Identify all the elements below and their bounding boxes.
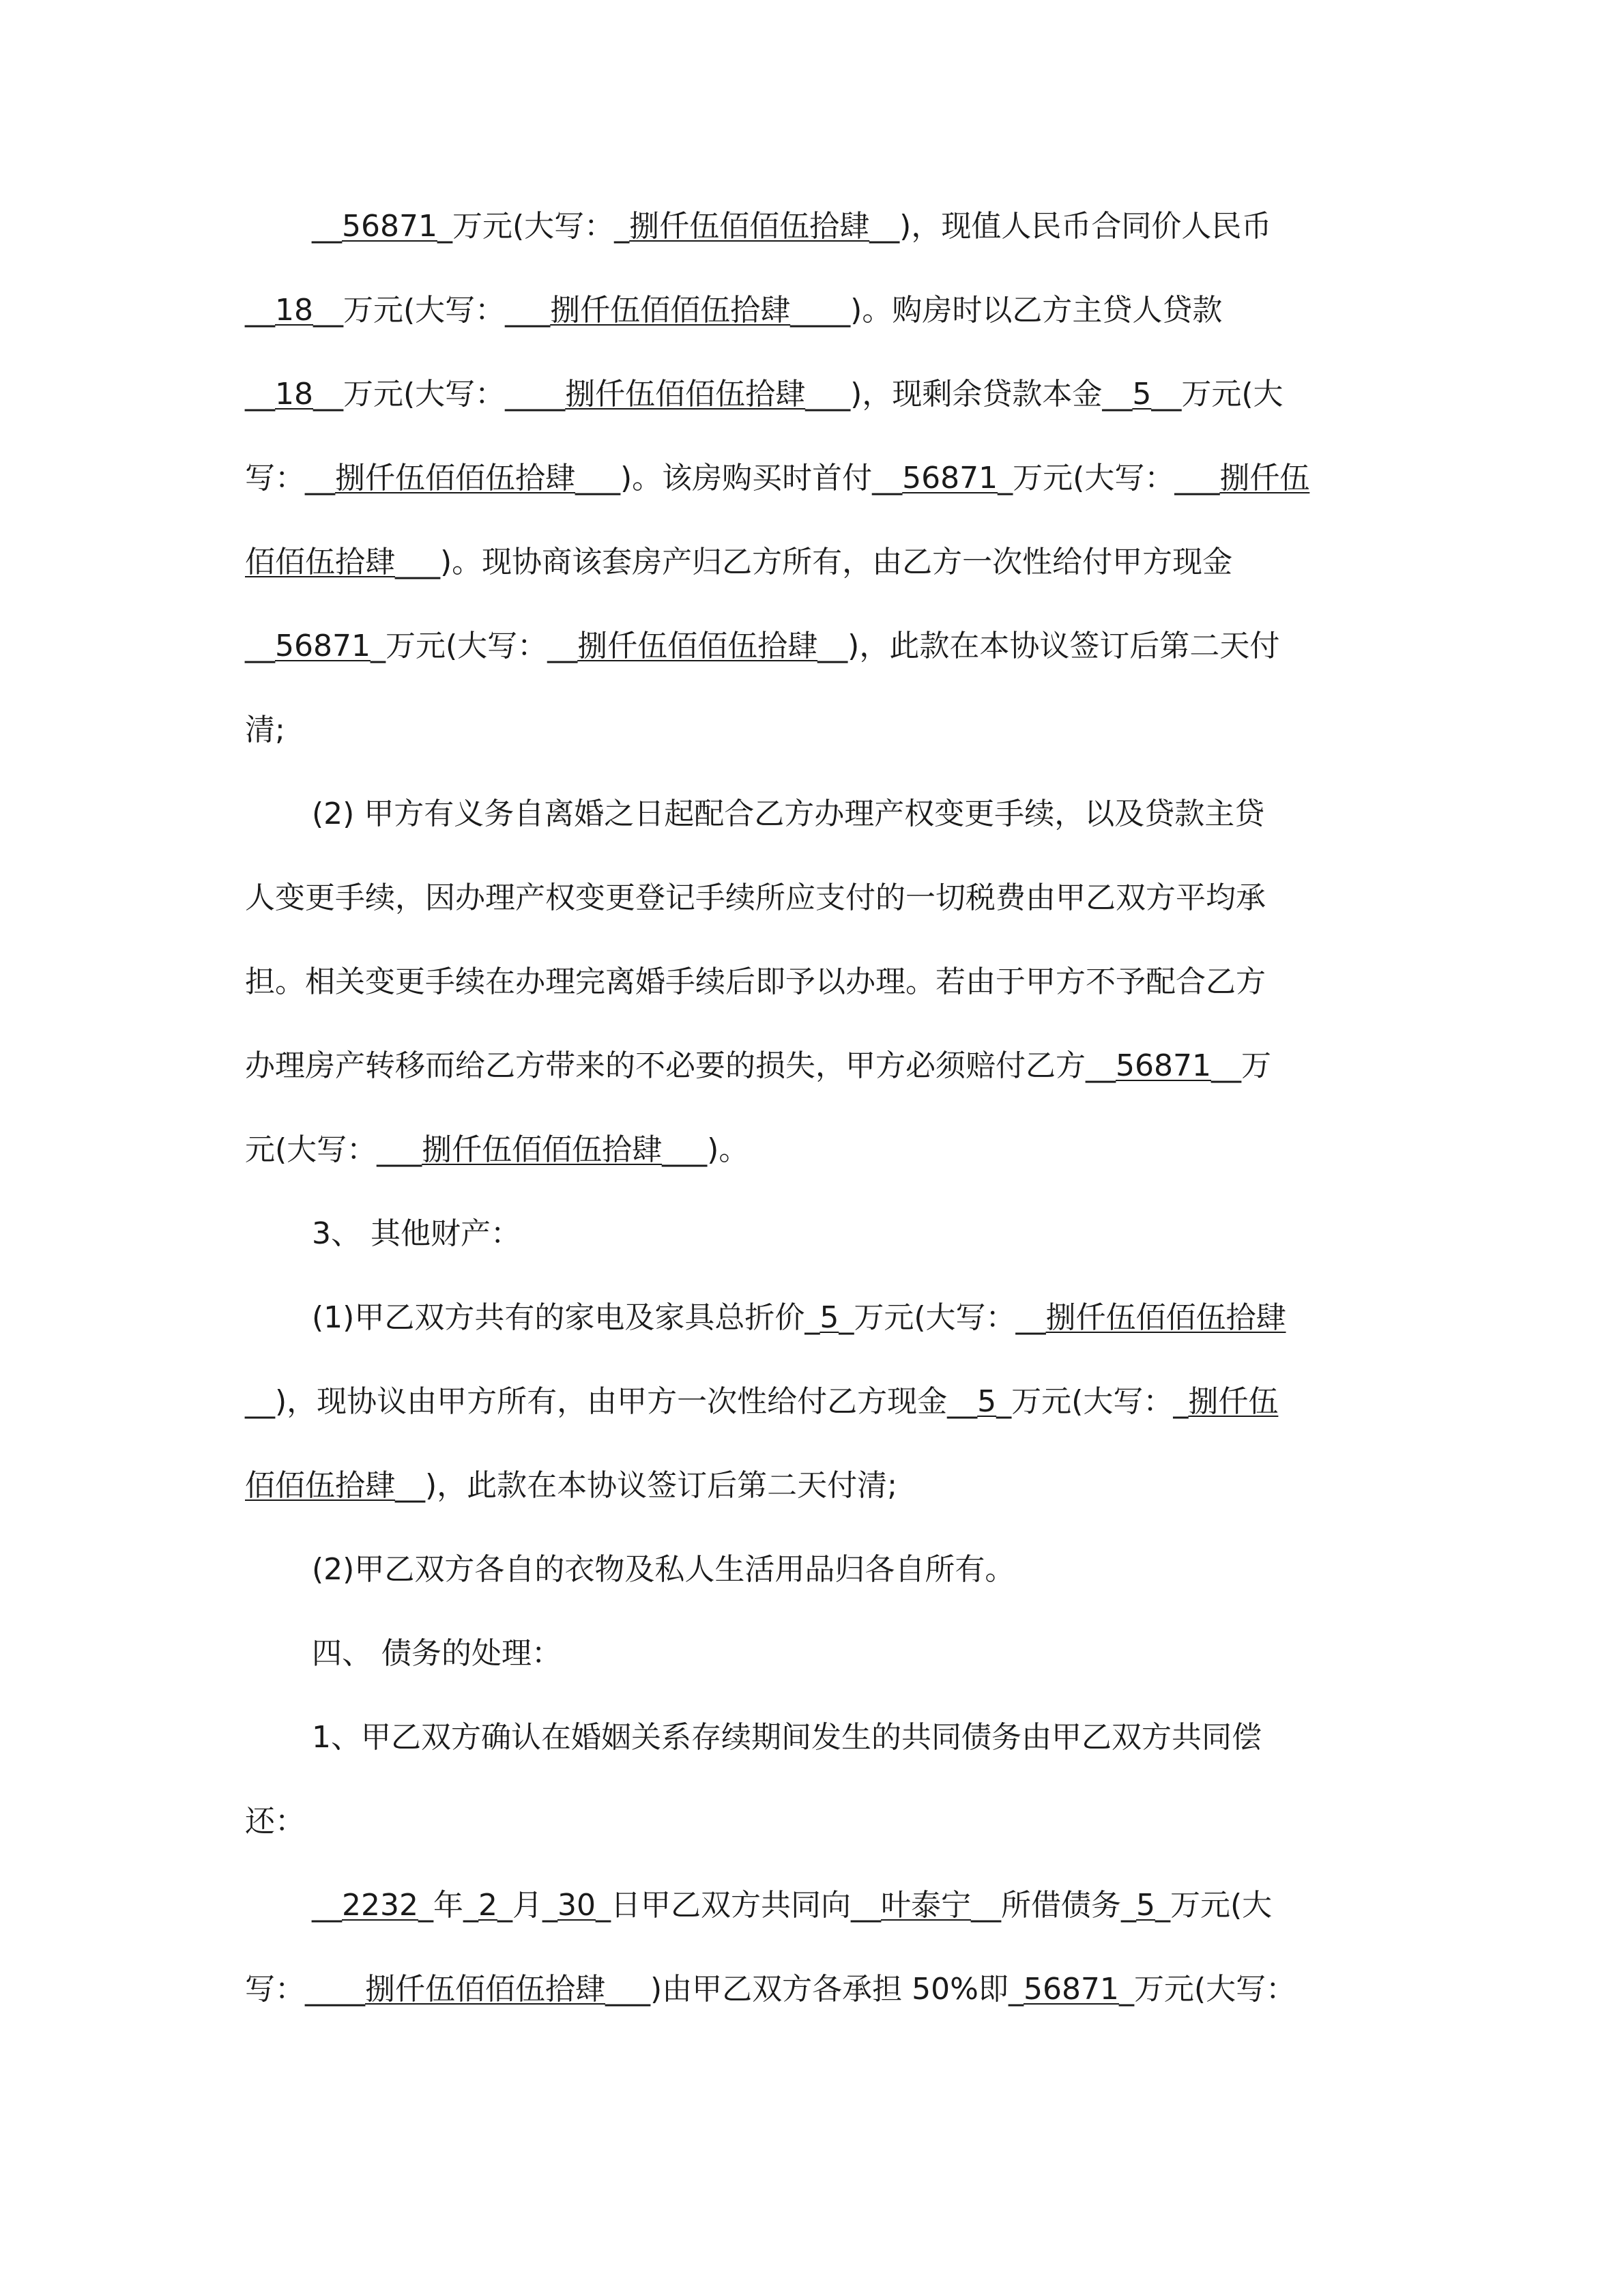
text-segment: 写：____ (245, 1972, 365, 2007)
paragraph-line (312, 1549, 1015, 1590)
paragraph-line (312, 1717, 1262, 1758)
text-segment: (2)甲乙双方各自的衣物及私人生活用品归各自所有。 (312, 1552, 1015, 1587)
filled-value: 捌仟伍佰佰伍拾肆 (335, 461, 575, 496)
filled-value: 18 (275, 293, 313, 328)
text-segment: ___)。该房购买时首付__ (575, 461, 903, 496)
text-segment: ___)由甲乙双方各承担 50%即_ (605, 1972, 1024, 2007)
text-segment: _万元(大写：__ (370, 629, 578, 663)
text-segment: __ (312, 209, 342, 244)
paragraph-line (245, 542, 1232, 583)
text-segment: _年_ (418, 1888, 478, 1923)
text-segment: ___)，现剩余贷款本金__ (805, 377, 1133, 412)
paragraph-line (245, 1130, 749, 1171)
paragraph-line (245, 626, 1279, 667)
text-segment: 办理房产转移而给乙方带来的不必要的损失，甲方必须赔付乙方__ (245, 1048, 1116, 1083)
text-segment: __ (245, 293, 275, 328)
text-segment: _万元(大写：_ (437, 209, 630, 244)
text-segment: __ (245, 377, 275, 412)
filled-value: 5 (977, 1384, 997, 1419)
filled-value: 18 (275, 377, 313, 412)
text-segment: 3、 其他财产： (312, 1216, 521, 1251)
text-segment: 人变更手续，因办理产权变更登记手续所应支付的一切税费由甲乙双方平均承 (245, 880, 1266, 915)
text-segment: __)，此款在本协议签订后第二天付清; (395, 1468, 897, 1503)
paragraph-line (245, 290, 1222, 331)
paragraph-line (245, 1046, 1271, 1087)
section-heading-line (312, 1633, 562, 1674)
paragraph-line (312, 1297, 1286, 1338)
filled-value: 30 (557, 1888, 596, 1923)
text-segment: 四、 债务的处理： (312, 1636, 562, 1671)
text-segment: _月_ (497, 1888, 557, 1923)
text-segment: __)，现值人民币合同价人民币 (869, 209, 1272, 244)
paragraph-line (245, 1969, 1296, 2010)
filled-value: 5 (820, 1300, 839, 1335)
text-segment: __万元(大 (1151, 377, 1284, 412)
text-segment: __万 (1210, 1048, 1271, 1083)
filled-value: 捌仟伍 (1219, 461, 1310, 496)
filled-value: 佰佰伍拾肆 (245, 545, 395, 579)
filled-value: 56871 (342, 209, 437, 244)
text-segment: 写：__ (245, 461, 335, 496)
filled-value: 捌仟伍佰佰伍拾肆 (550, 293, 791, 328)
paragraph-line (245, 458, 1309, 499)
text-segment: _万元(大写：__ (839, 1300, 1046, 1335)
filled-value: 捌仟伍佰佰伍拾肆 (365, 1972, 605, 2007)
text-segment: 元(大写：___ (245, 1132, 422, 1167)
text-segment: ___)。现协商该套房产归乙方所有，由乙方一次性给付甲方现金 (395, 545, 1233, 579)
paragraph-line (245, 1801, 305, 1842)
filled-value: 佰佰伍拾肆 (245, 1468, 395, 1503)
filled-value: 捌仟伍佰佰伍拾肆 (629, 209, 870, 244)
filled-value: 5 (1135, 1888, 1155, 1923)
text-segment: 清; (245, 713, 285, 747)
section-heading-line (312, 1214, 521, 1254)
filled-value: 56871 (1116, 1048, 1211, 1083)
paragraph-line (312, 1885, 1272, 1926)
filled-value: 捌仟伍佰佰伍拾肆 (1045, 1300, 1286, 1335)
filled-value: 捌仟伍佰佰伍拾肆 (422, 1132, 663, 1167)
text-segment: __)，现协议由甲方所有，由甲方一次性给付乙方现金__ (245, 1384, 978, 1419)
filled-value: 56871 (1023, 1972, 1119, 2007)
text-segment: 担。相关变更手续在办理完离婚手续后即予以办理。若由于甲方不予配合乙方 (245, 964, 1266, 999)
paragraph-line (245, 1465, 897, 1506)
text-segment: ___)。 (662, 1132, 749, 1167)
text-segment: _万元(大写： (1118, 1972, 1296, 2007)
text-segment: __万元(大写：___ (313, 293, 551, 328)
text-segment: __所借债务_ (970, 1888, 1136, 1923)
paragraph-line (312, 206, 1271, 247)
text-segment: __ (312, 1888, 342, 1923)
paragraph-line (245, 374, 1284, 415)
text-segment: 1、甲乙双方确认在婚姻关系存续期间发生的共同债务由甲乙双方共同偿 (312, 1720, 1262, 1755)
text-segment: _日甲乙双方共同向__ (595, 1888, 881, 1923)
filled-value: 5 (1132, 377, 1152, 412)
paragraph-line (245, 962, 1266, 1003)
text-segment: __万元(大写：____ (313, 377, 566, 412)
text-segment: (2) 甲方有义务自离婚之日起配合乙方办理产权变更手续，以及贷款主贷 (312, 797, 1265, 831)
text-segment: (1)甲乙双方共有的家电及家具总折价_ (312, 1300, 820, 1335)
filled-value: 捌仟伍 (1188, 1384, 1279, 1419)
paragraph-line (245, 878, 1266, 919)
filled-value: 2232 (342, 1888, 418, 1923)
text-segment: _万元(大 (1155, 1888, 1273, 1923)
paragraph-line (312, 794, 1264, 835)
filled-value: 捌仟伍佰佰伍拾肆 (565, 377, 806, 412)
filled-value: 2 (478, 1888, 497, 1923)
filled-value: 56871 (275, 629, 371, 663)
text-segment: __)，此款在本协议签订后第二天付 (817, 629, 1280, 663)
text-segment: ____)。购房时以乙方主贷人贷款 (790, 293, 1223, 328)
filled-value: 56871 (902, 461, 998, 496)
text-segment: __ (245, 629, 275, 663)
paragraph-line (245, 710, 285, 751)
paragraph-line (245, 1381, 1278, 1422)
text-segment: _万元(大写：___ (998, 461, 1220, 496)
filled-value: 捌仟伍佰佰伍拾肆 (577, 629, 818, 663)
filled-value: 叶泰宁 (880, 1888, 971, 1923)
text-segment: _万元(大写：_ (996, 1384, 1189, 1419)
text-segment: 还： (245, 1804, 305, 1839)
